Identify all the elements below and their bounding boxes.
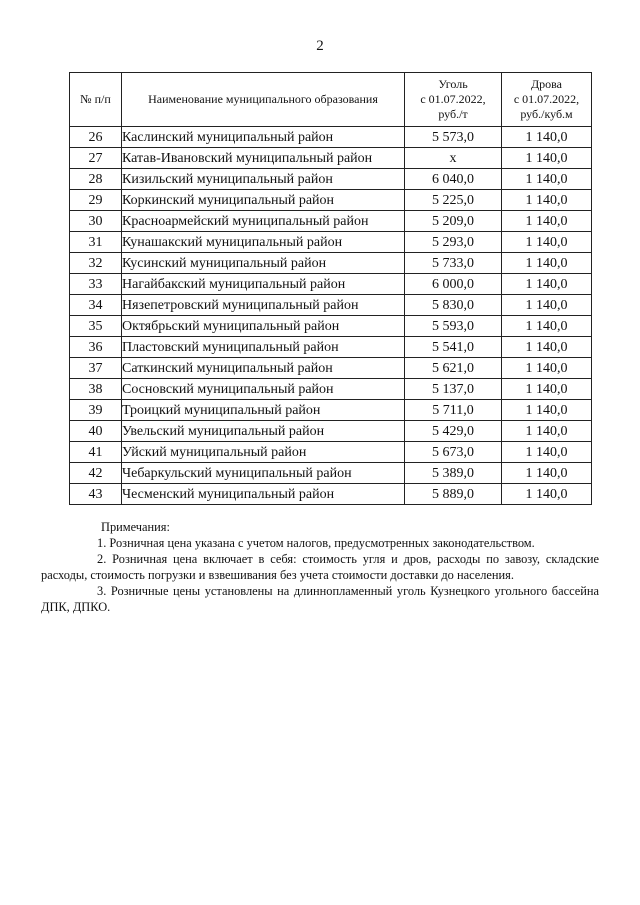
row-wood-price: 1 140,0: [502, 484, 592, 505]
row-municipality: Уйский муниципальный район: [122, 442, 405, 463]
table-row: [70, 421, 592, 442]
header-name: Наименование муниципального образования: [122, 73, 405, 127]
row-number: 26: [70, 127, 122, 148]
table-row: [70, 232, 592, 253]
row-wood-price: 1 140,0: [502, 127, 592, 148]
row-municipality: Красноармейский муниципальный район: [122, 211, 405, 232]
row-number: 40: [70, 421, 122, 442]
table-row: [70, 274, 592, 295]
row-wood-price: 1 140,0: [502, 400, 592, 421]
table-row: [70, 295, 592, 316]
row-number: 31: [70, 232, 122, 253]
row-municipality: Коркинский муниципальный район: [122, 190, 405, 211]
table-row: [70, 442, 592, 463]
row-coal-price: 6 000,0: [405, 274, 502, 295]
row-municipality: Нагайбакский муниципальный район: [122, 274, 405, 295]
row-coal-price: 5 673,0: [405, 442, 502, 463]
row-wood-price: 1 140,0: [502, 316, 592, 337]
note-item: 2. Розничная цена включает в себя: стоимость угля и дров, расходы по завозу, складские расходы, стоимость погрузки и взвешивания без учета стоимости доставки до населения.: [41, 552, 599, 582]
row-wood-price: 1 140,0: [502, 190, 592, 211]
row-municipality: Кунашакский муниципальный район: [122, 232, 405, 253]
row-number: 42: [70, 463, 122, 484]
row-number: 33: [70, 274, 122, 295]
row-wood-price: 1 140,0: [502, 295, 592, 316]
row-municipality: Чесменский муниципальный район: [122, 484, 405, 505]
row-coal-price: 5 137,0: [405, 379, 502, 400]
row-number: 29: [70, 190, 122, 211]
table-row: [70, 169, 592, 190]
row-wood-price: 1 140,0: [502, 442, 592, 463]
row-coal-price: 5 733,0: [405, 253, 502, 274]
row-coal-price: 5 830,0: [405, 295, 502, 316]
table-row: [70, 400, 592, 421]
header-coal: [405, 73, 502, 127]
table-row: [70, 190, 592, 211]
row-wood-price: 1 140,0: [502, 169, 592, 190]
table-row: [70, 337, 592, 358]
header-coal-line: Уголь: [438, 77, 468, 91]
price-table: [69, 72, 592, 505]
row-wood-price: 1 140,0: [502, 253, 592, 274]
row-number: 36: [70, 337, 122, 358]
row-coal-price: 5 429,0: [405, 421, 502, 442]
row-wood-price: 1 140,0: [502, 232, 592, 253]
row-number: 39: [70, 400, 122, 421]
row-coal-price: 5 889,0: [405, 484, 502, 505]
header-coal-line: с 01.07.2022,: [420, 92, 486, 106]
row-number: 32: [70, 253, 122, 274]
row-number: 43: [70, 484, 122, 505]
row-municipality: Троицкий муниципальный район: [122, 400, 405, 421]
row-coal-price: 5 389,0: [405, 463, 502, 484]
row-coal-price: 5 293,0: [405, 232, 502, 253]
row-number: 35: [70, 316, 122, 337]
row-municipality: Октябрьский муниципальный район: [122, 316, 405, 337]
header-wood-line: с 01.07.2022,: [513, 92, 580, 106]
row-municipality: Саткинский муниципальный район: [122, 358, 405, 379]
row-wood-price: 1 140,0: [502, 211, 592, 232]
table-row: [70, 379, 592, 400]
row-municipality: Кусинский муниципальный район: [122, 253, 405, 274]
row-municipality: Кизильский муниципальный район: [122, 169, 405, 190]
row-number: 34: [70, 295, 122, 316]
row-number: 41: [70, 442, 122, 463]
header-wood-line: руб./куб.м: [520, 107, 573, 121]
row-wood-price: 1 140,0: [502, 274, 592, 295]
row-coal-price: 6 040,0: [405, 169, 502, 190]
table-header-row: [70, 73, 592, 127]
row-wood-price: 1 140,0: [502, 379, 592, 400]
row-coal-price: 5 621,0: [405, 358, 502, 379]
notes-title: Примечания:: [101, 520, 170, 534]
row-municipality: Каслинский муниципальный район: [122, 127, 405, 148]
note-item: 3. Розничные цены установлены на длиннопламенный уголь Кузнецкого угольного бассейна ДПК, ДПКО.: [41, 584, 599, 614]
table-row: [70, 148, 592, 169]
row-number: 38: [70, 379, 122, 400]
row-wood-price: 1 140,0: [502, 358, 592, 379]
row-municipality: Увельский муниципальный район: [122, 421, 405, 442]
table-row: [70, 484, 592, 505]
table-body: [70, 127, 592, 505]
table-row: [70, 253, 592, 274]
row-coal-price: 5 225,0: [405, 190, 502, 211]
row-municipality: Нязепетровский муниципальный район: [122, 295, 405, 316]
table-row: [70, 127, 592, 148]
row-number: 27: [70, 148, 122, 169]
table-row: [70, 358, 592, 379]
row-municipality: Пластовский муниципальный район: [122, 337, 405, 358]
row-number: 30: [70, 211, 122, 232]
row-coal-price: 5 541,0: [405, 337, 502, 358]
table-row: [70, 463, 592, 484]
notes: [41, 519, 599, 615]
row-coal-price: 5 573,0: [405, 127, 502, 148]
row-wood-price: 1 140,0: [502, 463, 592, 484]
row-coal-price: 5 209,0: [405, 211, 502, 232]
row-municipality: Сосновский муниципальный район: [122, 379, 405, 400]
table-row: [70, 211, 592, 232]
row-municipality: Чебаркульский муниципальный район: [122, 463, 405, 484]
row-coal-price: 5 711,0: [405, 400, 502, 421]
header-wood: [502, 73, 592, 127]
row-coal-price: 5 593,0: [405, 316, 502, 337]
header-num: № п/п: [70, 73, 122, 127]
row-coal-price: х: [405, 148, 502, 169]
header-wood-line: Дрова: [530, 77, 563, 91]
table-row: [70, 316, 592, 337]
note-item: 1. Розничная цена указана с учетом налогов, предусмотренных законодательством.: [97, 536, 535, 550]
row-wood-price: 1 140,0: [502, 337, 592, 358]
row-municipality: Катав-Ивановский муниципальный район: [122, 148, 405, 169]
row-number: 37: [70, 358, 122, 379]
page-number: 2: [316, 38, 324, 54]
row-number: 28: [70, 169, 122, 190]
row-wood-price: 1 140,0: [502, 421, 592, 442]
row-wood-price: 1 140,0: [502, 148, 592, 169]
header-coal-line: руб./т: [438, 107, 468, 121]
